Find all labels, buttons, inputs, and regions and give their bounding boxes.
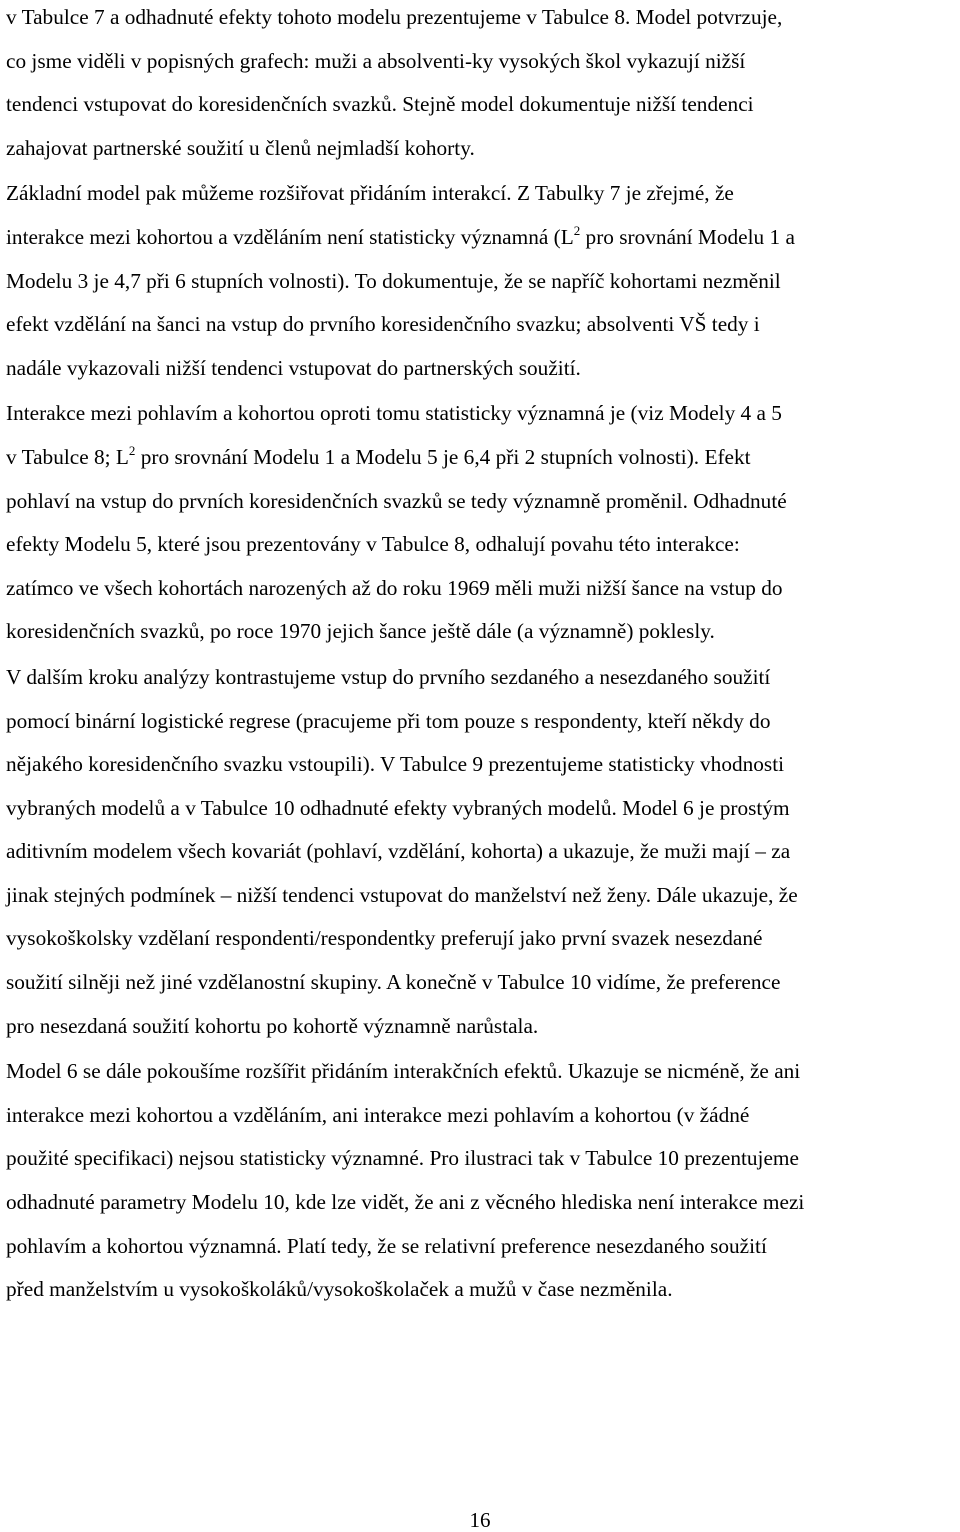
paragraph: [6, 1050, 960, 1312]
paragraph: [6, 172, 960, 390]
text-line: [6, 830, 960, 874]
text-line: [6, 1094, 960, 1138]
text-run: zatímco ve všech kohortách narozených až do roku 1969 měli muži nižší šance na vstup do: [6, 575, 783, 600]
text-run: před manželstvím u vysokoškoláků/vysokoškolaček a mužů v čase nezměnila.: [6, 1277, 673, 1302]
text-line: [6, 523, 960, 567]
text-run: aditivním modelem všech kovariát (pohlaví, vzdělání, kohorta) a ukazuje, že muži mají – za: [6, 839, 791, 864]
text-run: v Tabulce 7 a odhadnuté efekty tohoto modelu prezentujeme v Tabulce 8. Model potvrzuje,: [6, 5, 783, 29]
text-run: koresidenčních svazků, po roce 1970 jejich šance ještě dále (a významně) poklesly.: [6, 619, 715, 644]
text-run: pohlavím a kohortou významná. Platí tedy, že se relativní preference nesezdaného soužití: [6, 1233, 767, 1258]
text-line: [6, 1137, 960, 1181]
text-line: [6, 610, 960, 654]
text-run: Základní model pak můžeme rozšiřovat přidáním interakcí. Z Tabulky 7 je zřejmé, že: [6, 181, 734, 206]
text-run: odhadnuté parametry Modelu 10, kde lze vidět, že ani z věcného hlediska není interakce mezi: [6, 1190, 805, 1215]
text-line: [6, 961, 960, 1005]
document-page: [6, 0, 960, 1312]
text-line: [6, 83, 960, 127]
text-line: [6, 743, 960, 787]
text-run: efekt vzdělání na šanci na vstup do prvního koresidenčního svazku; absolventi VŠ tedy i: [6, 312, 760, 337]
text-run: Model 6 se dále pokoušíme rozšířit přidáním interakčních efektů. Ukazuje se nicméně, že ani: [6, 1059, 801, 1084]
text-line: [6, 1268, 960, 1312]
text-line: [6, 567, 960, 611]
text-line: [6, 917, 960, 961]
text-run: vysokoškolsky vzdělaní respondenti/respondentky preferují jako první svazek nesezdané: [6, 926, 763, 951]
paragraph: [6, 392, 960, 654]
text-run: interakce mezi kohortou a vzděláním není statisticky významná (L: [6, 224, 574, 249]
text-run: v Tabulce 8; L: [6, 444, 129, 469]
text-run: co jsme viděli v popisných grafech: muži a absolventi-ky vysokých škol vykazují nižší: [6, 48, 746, 73]
text-run: Modelu 3 je 4,7 při 6 stupních volnosti). To dokumentuje, že se napříč kohortami nezměnil: [6, 268, 781, 293]
superscript: 2: [128, 442, 136, 458]
text-run: pro srovnání Modelu 1 a: [580, 224, 795, 249]
text-line: [6, 0, 960, 40]
text-line: [6, 392, 960, 436]
text-line: [6, 303, 960, 347]
body-text: [6, 0, 960, 1312]
text-line: [6, 1181, 960, 1225]
text-line: [6, 127, 960, 171]
text-line: [6, 1050, 960, 1094]
text-run: V dalším kroku analýzy kontrastujeme vstup do prvního sezdaného a nesezdaného soužití: [6, 664, 771, 689]
text-run: jinak stejných podmínek – nižší tendenci vstupovat do manželství než ženy. Dále ukazuje, že: [6, 882, 798, 907]
text-run: vybraných modelů a v Tabulce 10 odhadnuté efekty vybraných modelů. Model 6 je prostým: [6, 795, 790, 820]
text-run: pro nesezdaná soužití kohortu po kohortě významně narůstala.: [6, 1013, 539, 1038]
text-run: použité specifikaci) nejsou statisticky významné. Pro ilustraci tak v Tabulce 10 prezentujeme: [6, 1146, 799, 1171]
text-run: efekty Modelu 5, které jsou prezentovány v Tabulce 8, odhalují povahu této interakce:: [6, 532, 740, 557]
text-line: [6, 1225, 960, 1269]
text-run: tendenci vstupovat do koresidenčních svazků. Stejně model dokumentuje nižší tendenci: [6, 92, 754, 117]
text-run: Interakce mezi pohlavím a kohortou oproti tomu statisticky významná je (viz Modely 4 a 5: [6, 401, 782, 426]
text-line: [6, 347, 960, 391]
text-run: pomocí binární logistické regrese (pracujeme při tom pouze s respondenty, kteří někdy do: [6, 708, 771, 733]
text-line: [6, 436, 960, 480]
text-line: [6, 656, 960, 700]
text-line: [6, 874, 960, 918]
paragraph: [6, 656, 960, 1048]
page-number: 16: [469, 1508, 491, 1532]
superscript: 2: [573, 222, 581, 238]
text-line: [6, 260, 960, 304]
text-line: [6, 172, 960, 216]
text-line: [6, 700, 960, 744]
text-run: pohlaví na vstup do prvních koresidenčních svazků se tedy významně proměnil. Odhadnuté: [6, 488, 787, 513]
paragraph: [6, 0, 960, 170]
text-run: pro srovnání Modelu 1 a Modelu 5 je 6,4 při 2 stupních volnosti). Efekt: [135, 444, 751, 469]
text-line: [6, 480, 960, 524]
text-run: nějakého koresidenčního svazku vstoupili). V Tabulce 9 prezentujeme statisticky vhodnosti: [6, 752, 785, 777]
text-line: [6, 787, 960, 831]
text-run: interakce mezi kohortou a vzděláním, ani interakce mezi pohlavím a kohortou (v žádné: [6, 1102, 750, 1127]
text-line: [6, 216, 960, 260]
text-run: soužití silněji než jiné vzdělanostní skupiny. A konečně v Tabulce 10 vidíme, že preference: [6, 970, 781, 995]
text-run: nadále vykazovali nižší tendenci vstupovat do partnerských soužití.: [6, 355, 581, 380]
text-line: [6, 40, 960, 84]
text-line: [6, 1005, 960, 1049]
text-run: zahajovat partnerské soužití u členů nejmladší kohorty.: [6, 135, 475, 160]
